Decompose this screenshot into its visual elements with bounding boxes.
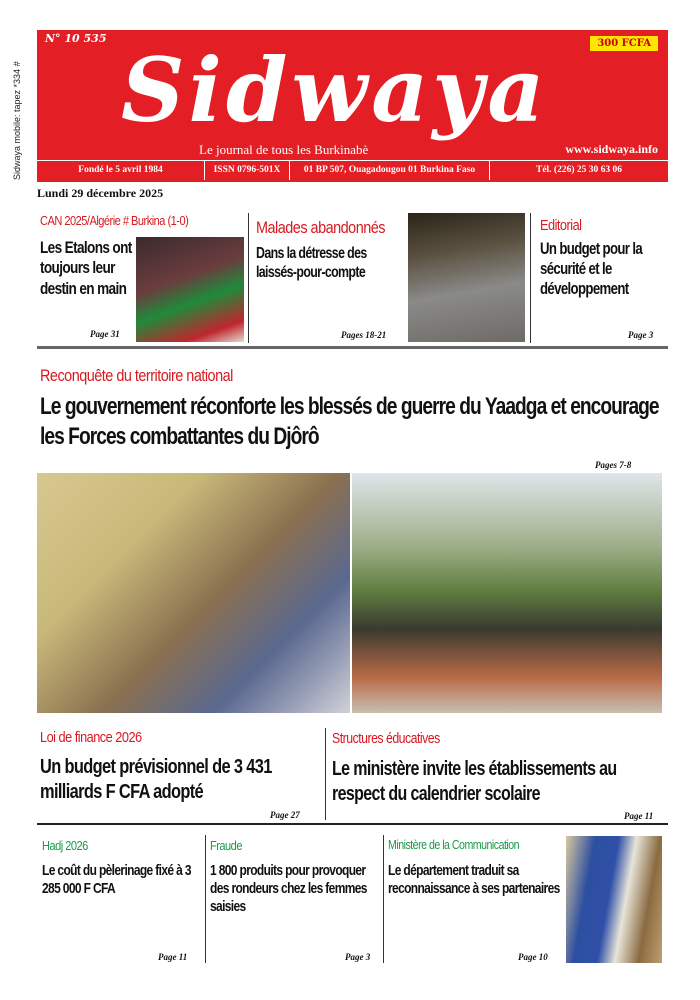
hospital-corridor-photo [408,213,525,342]
page-ref: Page 10 [518,952,548,962]
issue-number: N° 10 535 [45,32,107,45]
page-ref: Page 11 [624,811,654,821]
mobile-code-text: Sidwaya mobile: tapez *334 # [12,61,22,180]
founded-date: Fondé le 5 avril 1984 [37,161,205,180]
lead-headline[interactable]: Le gouvernement réconforte les blessés de guerre du Yaadga et encourage les Forces combattantes du Djôrô [40,393,659,450]
price-badge: 300 FCFA [590,36,658,51]
divider [325,728,326,820]
slogan: Le journal de tous les Burkinabè [199,142,369,157]
hospital-visit-photo [37,473,350,713]
troops-photo [352,473,662,713]
divider [530,213,531,343]
kicker: Hadj 2026 [42,838,88,853]
rule [37,346,668,349]
headline-hadj[interactable]: Le coût du pèlerinage fixé à 3 285 000 F CFA [42,862,191,897]
divider [383,835,384,963]
issue-date: Lundi 29 décembre 2025 [37,186,164,200]
masthead [37,30,668,182]
headline-fraude[interactable]: 1 800 produits pour provoquer des rondeurs chez les femmes saisies [210,862,367,915]
page-ref: Page 27 [270,810,300,820]
address: 01 BP 507, Ouagadougou 01 Burkina Faso [290,161,490,180]
website-link[interactable]: www.sidwaya.info [565,142,658,156]
page-ref: Pages 18-21 [341,330,387,340]
kicker: Ministère de la Communication [388,838,520,852]
headline-communication[interactable]: Le département traduit sa reconnaissance à ses partenaires [388,862,560,897]
info-band [37,160,668,180]
headline-editorial[interactable]: Un budget pour la sécurité et le développement [540,240,643,298]
page-ref: Page 3 [628,330,654,340]
kicker: Structures éducatives [332,731,440,747]
kicker: Fraude [210,838,242,853]
ceremony-photo [566,836,662,963]
headline-finance[interactable]: Un budget prévisionnel de 3 431 milliards F CFA adopté [40,755,272,803]
rule [37,823,668,825]
headline-education[interactable]: Le ministère invite les établissements au respect du calendrier scolaire [332,757,617,805]
phone: Tél. (226) 25 30 63 06 [535,165,623,175]
page-ref: Pages 7-8 [595,460,632,470]
divider [248,213,249,343]
headline-etalons[interactable]: Les Etalons ont toujours leur destin en main [40,238,132,298]
kicker: CAN 2025/Algérie # Burkina (1-0) [40,213,189,228]
kicker: Editorial [540,217,582,234]
football-photo [136,237,244,342]
page-ref: Page 31 [90,329,120,339]
page-ref: Page 11 [158,952,188,962]
lead-kicker: Reconquête du territoire national [40,366,233,385]
page-ref: Page 3 [345,952,371,962]
divider [205,835,206,963]
kicker: Loi de finance 2026 [40,729,142,746]
newspaper-logo: Sidwaya [121,38,549,142]
headline-malades[interactable]: Dans la détresse des laissés-pour-compte [256,245,367,281]
issn: ISSN 0796-501X [205,161,290,180]
kicker: Malades abandonnés [256,218,386,237]
